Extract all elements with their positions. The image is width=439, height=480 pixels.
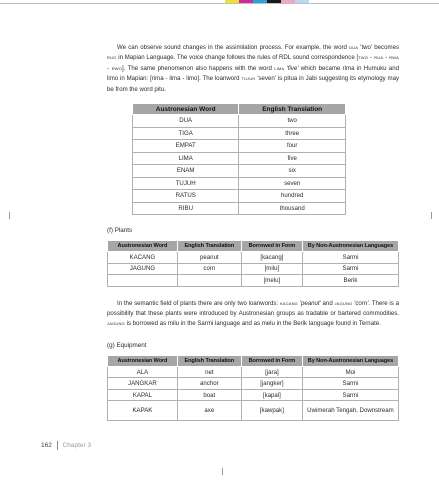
text-run: in Mapian Language. The voice change follows the rules of RDL sound correspondence [	[116, 54, 359, 62]
numbers-table	[132, 103, 346, 215]
table-cell: six	[239, 165, 346, 178]
table-row	[108, 389, 399, 401]
column-header: Austronesian Word	[133, 104, 239, 115]
text-run: 'seven' is pitua in Jabi suggesting its etymology may be from the word pitu.	[107, 75, 400, 93]
table-cell: [jangker]	[241, 378, 302, 390]
paragraph-plants	[107, 299, 399, 330]
table-cell: [melu]	[241, 275, 302, 287]
table-cell	[177, 275, 241, 287]
crop-mark	[9, 212, 10, 219]
italic-gloss: 'five'	[286, 64, 299, 72]
table-cell: [kawpak]	[241, 401, 302, 421]
table-cell: KAPAK	[108, 401, 178, 421]
column-header: Austronesian Word	[108, 241, 178, 252]
table-row	[108, 378, 399, 390]
table-cell: JAGUNG	[108, 263, 178, 275]
table-cell: two	[239, 115, 346, 128]
table-header-row	[108, 241, 399, 252]
table-cell: thousand	[239, 202, 346, 215]
table-row	[108, 275, 399, 287]
table-cell: boat	[177, 389, 241, 401]
table-row	[133, 202, 346, 215]
table-cell: KACANG	[108, 252, 178, 264]
table-cell: [jara]	[241, 366, 302, 378]
table-cell: ALA	[108, 366, 178, 378]
table-row	[133, 152, 346, 165]
column-header: English Translation	[239, 104, 346, 115]
table-cell: Sarmi	[302, 263, 398, 275]
table-cell: Sarmi	[302, 252, 398, 264]
table-row	[108, 263, 399, 275]
table-cell: axe	[177, 401, 241, 421]
table-cell: [milu]	[241, 263, 302, 275]
table-cell: LIMA	[133, 152, 239, 165]
crop-mark	[222, 468, 223, 475]
text-run: ]. The same phenomenon also happens with the word	[122, 64, 275, 72]
table-cell: [kapal]	[241, 389, 302, 401]
column-header: Austronesian Word	[108, 355, 178, 366]
table-header-row	[133, 104, 346, 115]
small-caps-term: lima	[274, 64, 285, 72]
table-cell: RATUS	[133, 190, 239, 203]
table-row	[108, 366, 399, 378]
table-cell: DUA	[133, 115, 239, 128]
table-cell: ENAM	[133, 165, 239, 178]
column-header: English Translation	[177, 355, 241, 366]
table-cell: hundred	[239, 190, 346, 203]
small-caps-term: tujuh	[241, 75, 256, 83]
table-row	[133, 140, 346, 153]
plants-table	[107, 240, 399, 287]
section-heading-equipment: (g) Equipment	[107, 341, 147, 349]
table-cell: KAPAL	[108, 389, 178, 401]
column-header: By Non-Austronesian Languages	[302, 241, 398, 252]
table-cell: Berik	[302, 275, 398, 287]
table-cell: TIGA	[133, 127, 239, 140]
table-cell: Sarmi	[302, 378, 398, 390]
table-cell: [kacang]	[241, 252, 302, 264]
table-cell: corn	[177, 263, 241, 275]
table-cell: EMPAT	[133, 140, 239, 153]
table-row	[133, 115, 346, 128]
table-row	[108, 252, 399, 264]
table-row	[108, 401, 399, 421]
table-cell: Sarmi	[302, 389, 398, 401]
table-cell: four	[239, 140, 346, 153]
text-run: . There is a possibility that these plants were introduced by Austronesian groups as tradable or bartered commodities.	[107, 299, 399, 317]
table-cell: three	[239, 127, 346, 140]
text-run: which became rima in Humuku and limo in Mapian: [rima - lima - limo]. The loanword	[107, 64, 399, 83]
table-cell: seven	[239, 177, 346, 190]
footer-separator	[57, 441, 58, 450]
chapter-label: Chapter 3	[62, 442, 92, 449]
table-cell: five	[239, 152, 346, 165]
text-run: is borrowed as milu in the Sarmi language and as melu in the Berik language found in Ternate.	[124, 320, 381, 328]
column-header: By Non-Austronesian Languages	[302, 355, 398, 366]
text-run: 'two' becomes	[358, 44, 400, 51]
table-cell: anchor	[177, 378, 241, 390]
table-cell: Uwimerah Tengah, Downstream	[302, 401, 398, 421]
table-cell: Moi	[302, 366, 398, 378]
table-cell: TUJUH	[133, 177, 239, 190]
column-header: Borrowed in Form	[241, 355, 302, 366]
column-header: English Translation	[177, 241, 241, 252]
page-content	[107, 43, 399, 421]
table-header-row	[108, 355, 399, 366]
italic-gloss: 'peanut'	[299, 299, 321, 307]
table-cell: net	[177, 366, 241, 378]
table-cell	[108, 275, 178, 287]
table-row	[133, 127, 346, 140]
small-caps-term: dua	[349, 44, 359, 51]
page-number: 162	[41, 442, 52, 449]
table-row	[133, 190, 346, 203]
page-footer	[41, 441, 91, 450]
paragraph-assimilation	[107, 43, 399, 95]
section-heading-plants: (f) Plants	[107, 227, 133, 235]
small-caps-term: kacang	[279, 299, 298, 307]
table-row	[133, 177, 346, 190]
italic-gloss: 'corn'	[354, 299, 369, 307]
small-caps-term: two - rua - rwa - rwo	[107, 54, 400, 72]
table-cell: JANGKAR	[108, 378, 178, 390]
table-cell: peanut	[177, 252, 241, 264]
small-caps-term: jagung	[334, 299, 353, 307]
crop-mark	[431, 212, 432, 219]
top-border-line	[0, 3, 439, 4]
table-row	[133, 165, 346, 178]
text-run: We can observe sound changes in the assimilation process. For example, the word	[117, 44, 350, 51]
column-header: Borrowed in Form	[241, 241, 302, 252]
equipment-table	[107, 355, 399, 422]
text-run: In the semantic field of plants there are only two loanwords:	[117, 299, 280, 307]
table-cell: RIBU	[133, 202, 239, 215]
small-caps-term: jagung	[107, 320, 125, 328]
text-run: and	[320, 299, 335, 307]
small-caps-term: ruo	[107, 54, 117, 62]
